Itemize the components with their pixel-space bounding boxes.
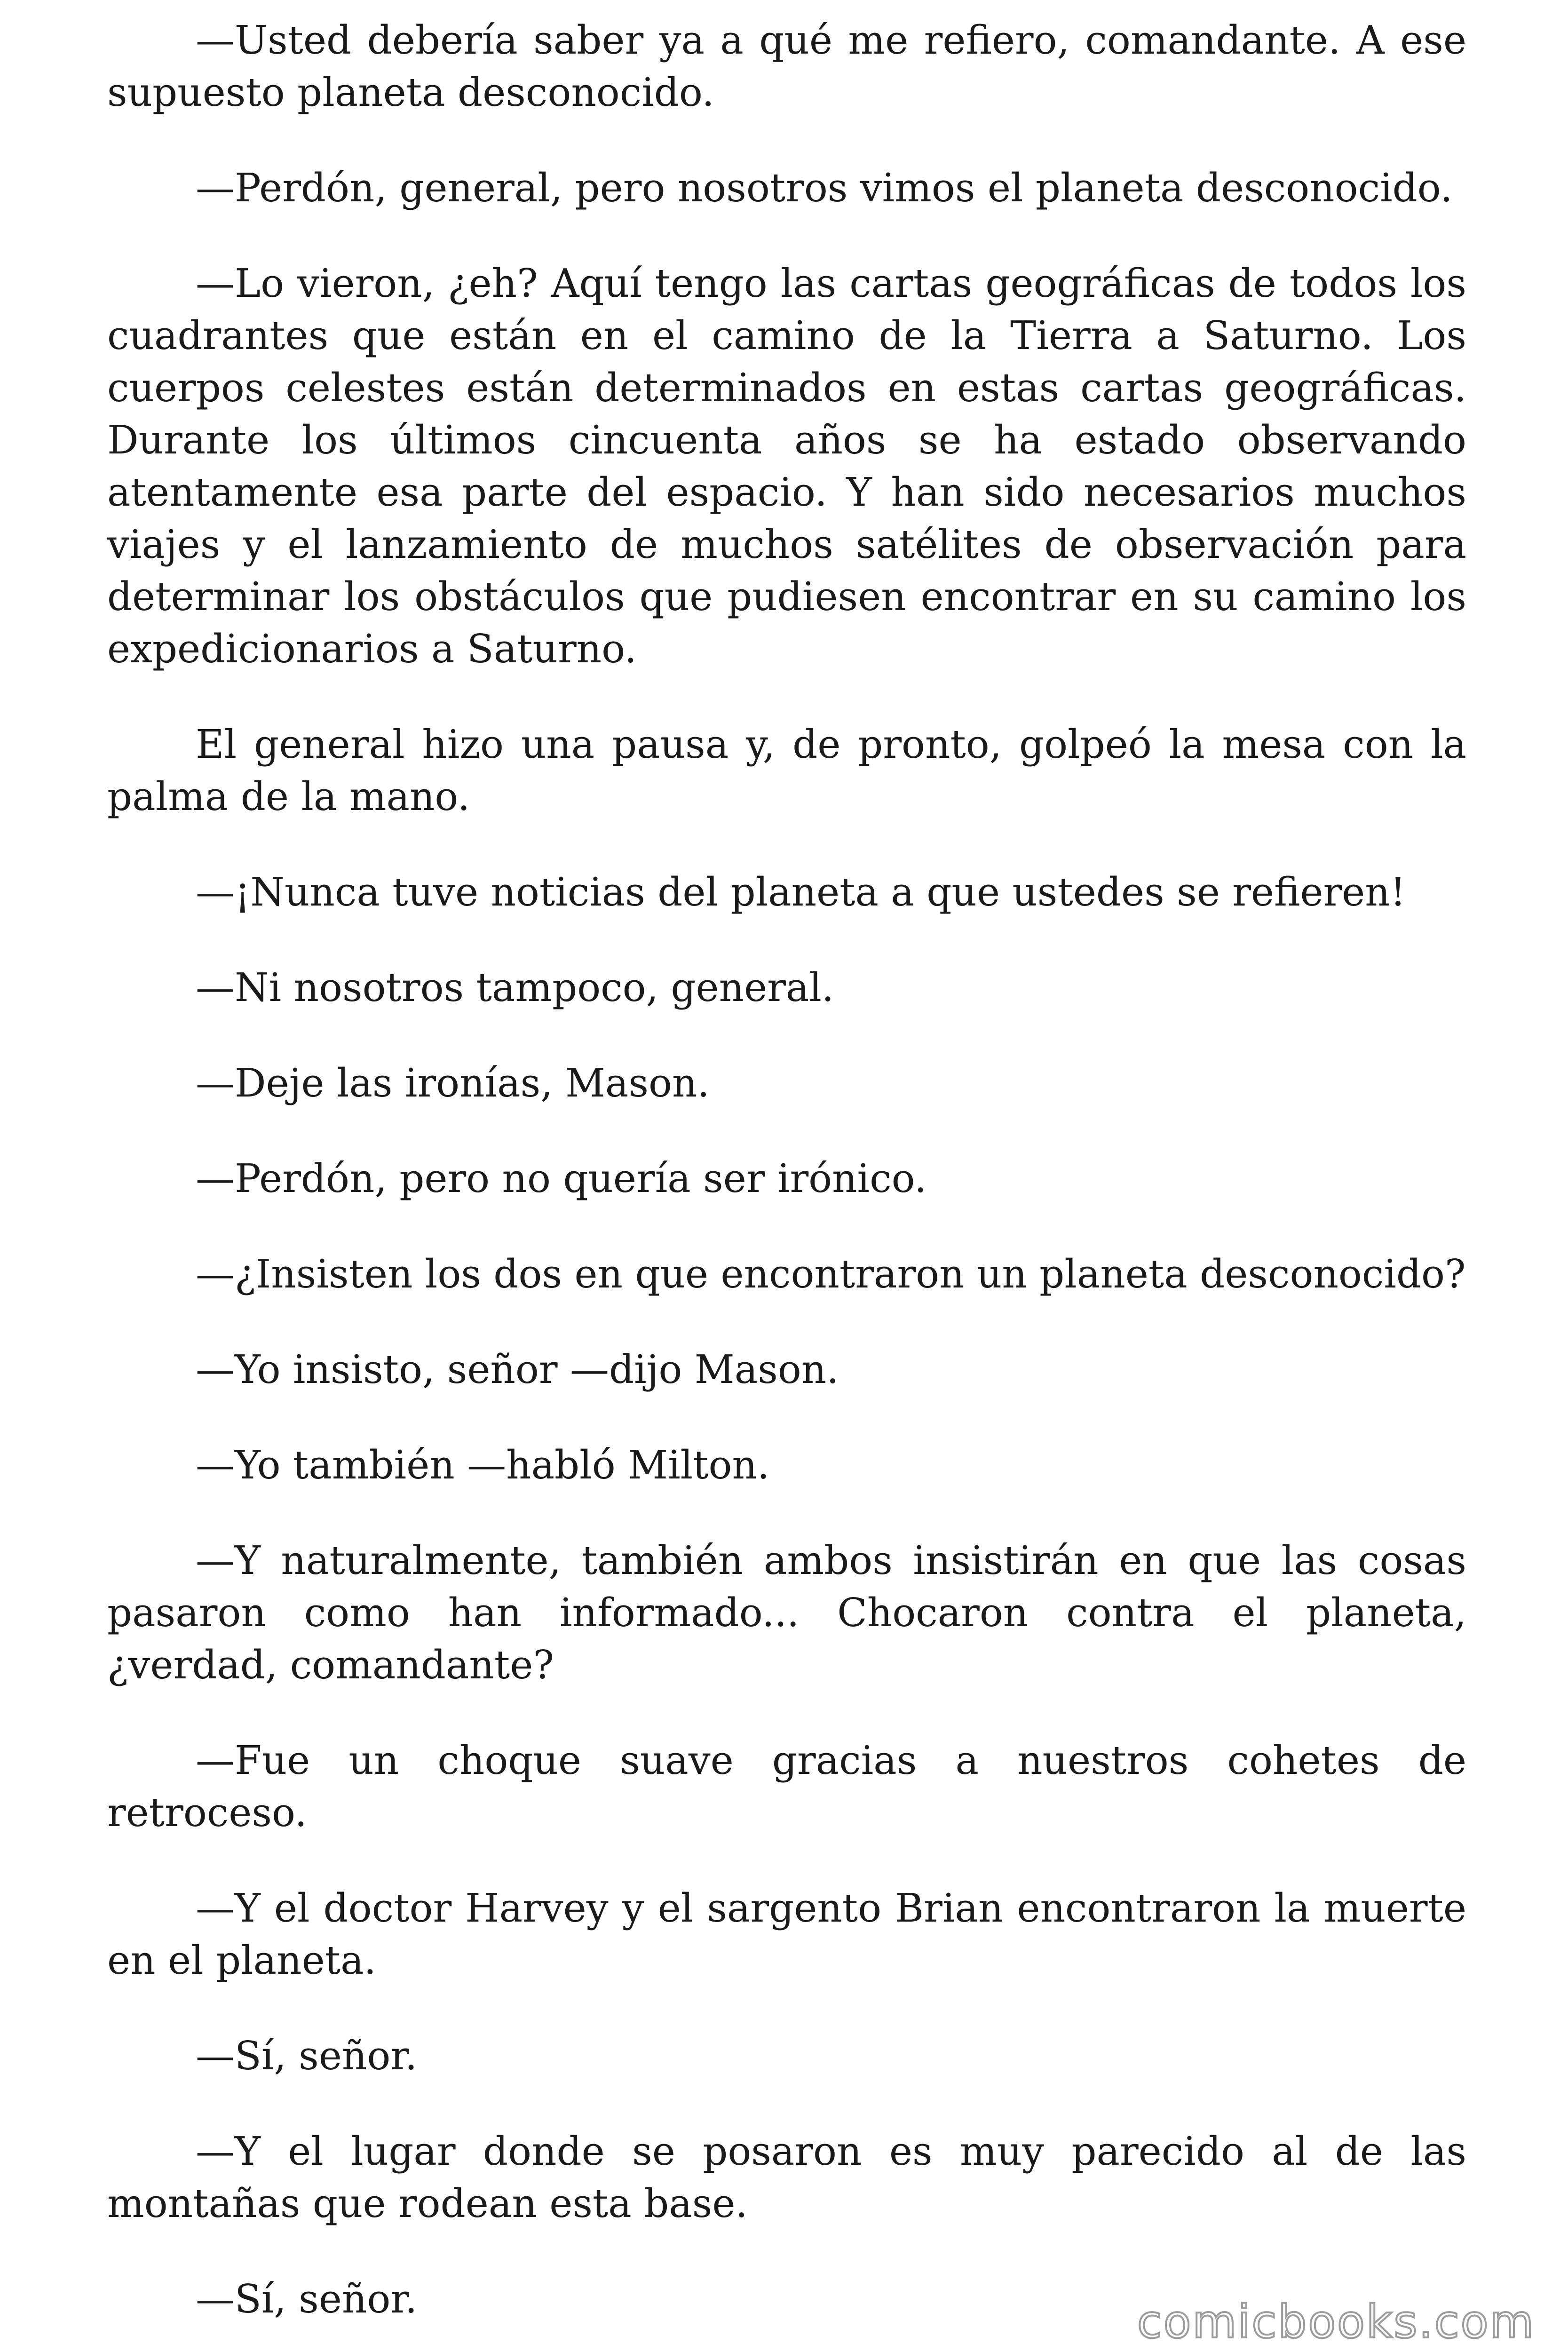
paragraph: —Lo vieron, ¿eh? Aquí tengo las cartas geográficas de todos los cuadrantes que están en el camino de la Tierra a Saturno. Los cuerpos celestes están determinados en estas cartas geográficas. Durante los últimos cincuenta años se ha estado observando atentamente esa parte del espacio. Y han sido necesarios muchos viajes y el lanzamiento de muchos satélites de observación para determinar los obstáculos que pudiesen encontrar en su camino los expedicionarios a Saturno. [107, 261, 1466, 672]
paragraph: —Fue un choque suave gracias a nuestros cohetes de retroceso. [107, 1738, 1466, 1836]
watermark: comicbooks.com [1137, 2296, 1535, 2348]
paragraph: —Perdón, general, pero nosotros vimos el planeta desconocido. [196, 165, 1453, 211]
paragraph: —Y naturalmente, también ambos insistirán en que las cosas pasaron como han informado... Chocaron contra el planeta, ¿verdad, comandante? [107, 1538, 1466, 1688]
paragraph: —¡Nunca tuve noticias del planeta a que ustedes se refieren! [196, 869, 1406, 915]
paragraph: —Sí, señor. [196, 2033, 418, 2079]
paragraph: —Ni nosotros tampoco, general. [196, 965, 834, 1010]
paragraph: El general hizo una pausa y, de pronto, golpeó la mesa con la palma de la mano. [107, 722, 1466, 819]
paragraph: —Perdón, pero no quería ser irónico. [196, 1156, 927, 1201]
paragraph: —¿Insisten los dos en que encontraron un planeta desconocido? [196, 1251, 1466, 1297]
paragraph: —Sí, señor. [196, 2276, 418, 2322]
paragraph: —Y el lugar donde se posaron es muy parecido al de las montañas que rodean esta base. [107, 2129, 1466, 2226]
page-text [107, 14, 1466, 2352]
paragraph: —Yo también —habló Milton. [196, 1442, 770, 1488]
paragraph: —Usted debería saber ya a qué me refiero, comandante. A ese supuesto planeta desconocido. [107, 17, 1466, 115]
paragraph: —Deje las ironías, Mason. [196, 1060, 710, 1106]
paragraph: —Yo insisto, señor —dijo Mason. [196, 1347, 839, 1392]
paragraph: —Y el doctor Harvey y el sargento Brian encontraron la muerte en el planeta. [107, 1885, 1466, 1983]
